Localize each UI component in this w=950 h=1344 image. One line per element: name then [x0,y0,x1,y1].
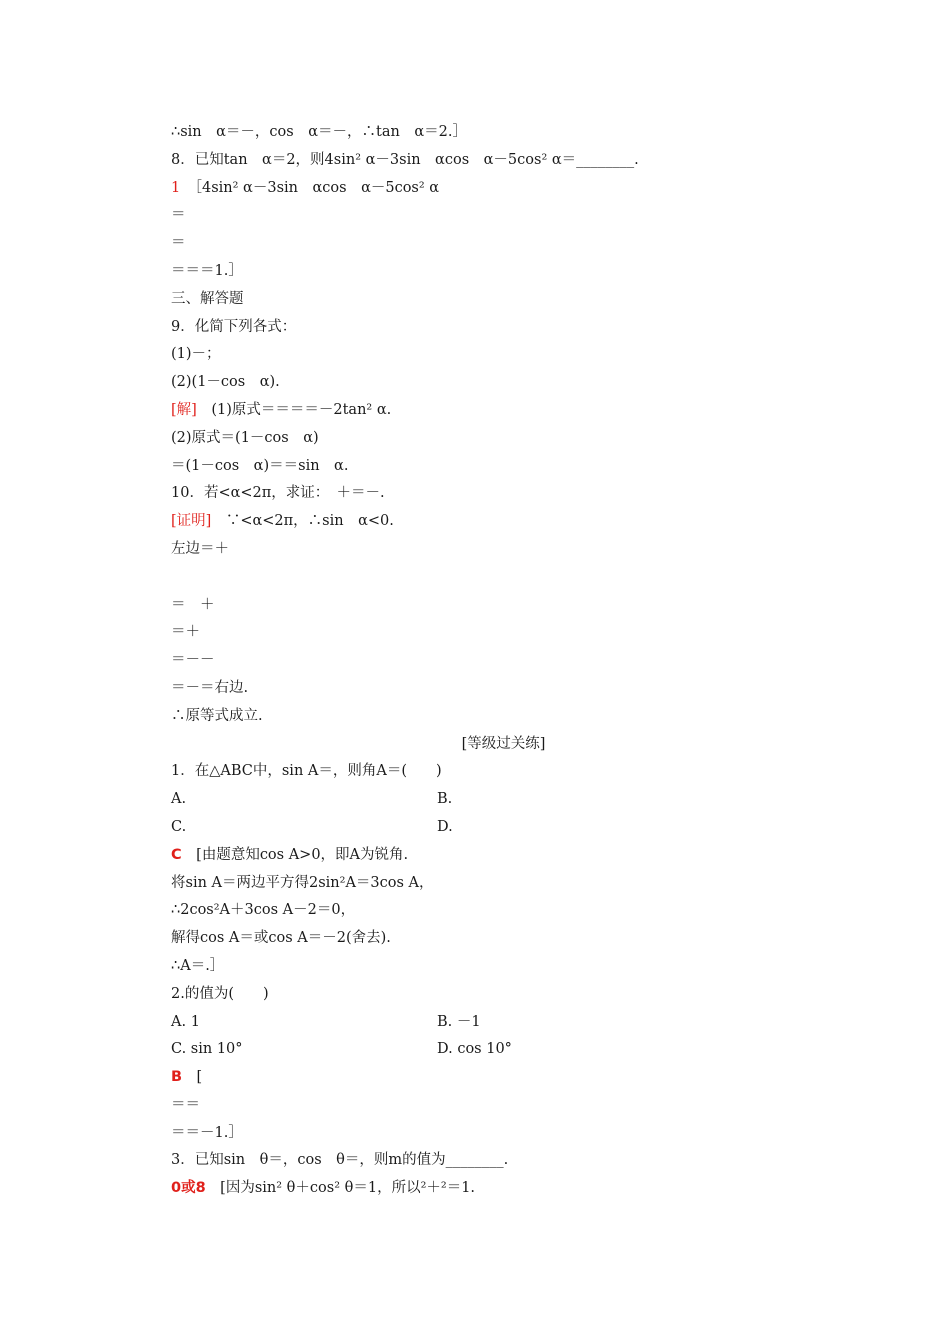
text-line: (1)－； [171,346,221,363]
text-line: ＝＝ [171,1096,200,1113]
question-10: 10．若<α<2π，求证： ＋＝－. [171,485,385,502]
option-c: C. sin 10° [171,1041,243,1058]
question-3: 3．已知sin θ＝，cos θ＝，则m的值为________. [171,1152,509,1169]
text-line: (2)(1－cos α). [171,374,280,391]
text-line: ＝－－ [171,652,215,669]
option-c: C. [171,818,187,835]
text-line: ∴A＝.］ [171,957,225,974]
options-row [171,1036,771,1064]
text-line: ＝＋ [171,624,200,641]
solution-text: ［4sin² α－3sin αcos α－5cos² α [180,179,440,196]
text-line: ＝ ＋ [171,596,215,613]
solution-text: [由题意知cos A>0，即A为锐角. [181,846,409,863]
answer-2 [171,1064,771,1092]
answer-label: C [171,846,182,863]
text-line: ＝(1－cos α)＝＝sin α. [171,457,349,474]
proof-10 [171,508,771,536]
solution-text: (1)原式＝＝＝＝－2tan² α. [196,401,392,418]
text-line: ＝＝＝1.］ [171,262,243,279]
text-line: 左边＝＋ [171,540,229,557]
answer-label: 0或8 [171,1180,206,1197]
text-line: ＝－＝右边. [171,679,249,696]
option-a: A. 1 [171,1013,200,1030]
text-line: ＝＝－1.］ [171,1124,243,1141]
proof-tag: [证明] [171,513,212,530]
text-line: 将sin A＝两边平方得2sin²A＝3cos A， [171,874,434,891]
option-b: B. －1 [437,1013,481,1030]
text-line: (2)原式＝(1－cos α) [171,429,319,446]
question-2: 2.的值为( ) [171,985,269,1002]
text-line: ∴2cos²A＋3cos A－2＝0， [171,902,356,919]
proof-text: ∵<α<2π，∴sin α<0. [211,513,394,530]
text-line: ∴原等式成立. [171,707,263,724]
question-9: 9．化简下列各式： [171,318,297,335]
solution-tag: [解] [171,401,197,418]
document-page [171,119,771,1203]
answer-label: 1 [171,179,181,196]
answer-label: B [171,1069,183,1086]
solution-text: [ [182,1069,203,1086]
solution-9 [171,397,771,425]
options-row [171,814,771,842]
options-row [171,786,771,814]
text-line: 解得cos A＝或cos A＝－2(舍去). [171,930,391,947]
section-heading: 三、解答题 [171,290,244,307]
option-d: D. [437,818,453,835]
answer-8 [171,175,771,203]
answer-3 [171,1175,771,1203]
answer-1 [171,842,771,870]
option-b: B. [437,791,453,808]
solution-text: [因为sin² θ＋cos² θ＝1，所以²＋²＝1. [205,1180,476,1197]
question-8: 8．已知tan α＝2，则4sin² α－3sin αcos α－5cos² α＝________. [171,151,639,168]
options-row [171,1009,771,1037]
text-line: ＝ [171,207,186,224]
option-a: A. [171,791,187,808]
section-heading: [等级过关练] [461,735,546,752]
text-line: ∴sin α＝－，cos α＝－，∴tan α＝2.］ [171,124,467,140]
blank-line [171,564,771,592]
text-line: ＝ [171,235,186,252]
option-d: D. cos 10° [437,1041,512,1058]
question-1: 1．在△ABC中，sin A＝，则角A＝( ) [171,763,442,780]
